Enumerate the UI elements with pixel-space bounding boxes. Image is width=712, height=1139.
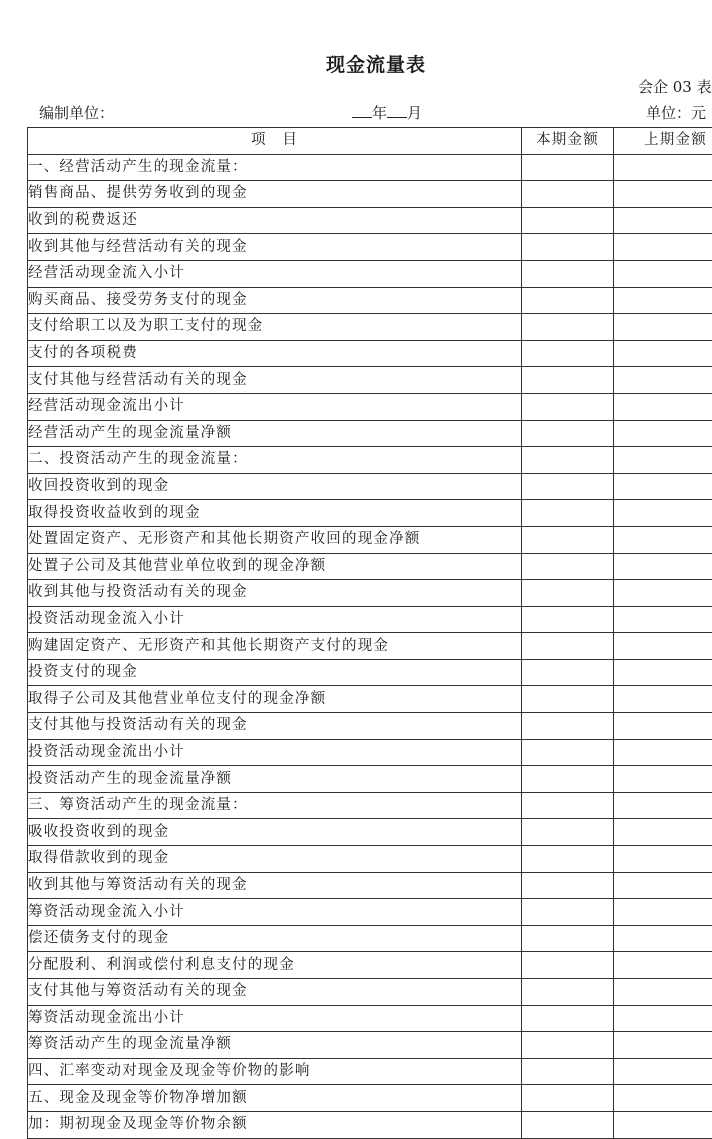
current-period-amount-cell[interactable]: [522, 1005, 614, 1032]
row-item-label: 三、筹资活动产生的现金流量：: [28, 792, 522, 819]
year-blank[interactable]: [352, 103, 372, 118]
table-row: [28, 713, 712, 740]
row-item-label: 处置固定资产、无形资产和其他长期资产收回的现金净额: [28, 526, 522, 553]
row-item-label: 收到其他与投资活动有关的现金: [28, 580, 522, 607]
prior-period-amount-cell[interactable]: [614, 739, 712, 766]
table-row: [28, 553, 712, 580]
row-item-label: 取得子公司及其他营业单位支付的现金净额: [28, 686, 522, 713]
row-item-label: 销售商品、提供劳务收到的现金: [28, 181, 522, 208]
column-header-item: [28, 128, 522, 155]
table-row: [28, 340, 712, 367]
table-row: [28, 1032, 712, 1059]
table-row: [28, 181, 712, 208]
prior-period-amount-cell[interactable]: [614, 1085, 712, 1112]
prior-period-amount-cell[interactable]: [614, 659, 712, 686]
prior-period-amount-cell[interactable]: [614, 526, 712, 553]
table-row: [28, 420, 712, 447]
prior-period-amount-cell[interactable]: [614, 553, 712, 580]
row-item-label: 五、现金及现金等价物净增加额: [28, 1085, 522, 1112]
current-period-amount-cell[interactable]: [522, 1111, 614, 1138]
row-item-label: 筹资活动现金流出小计: [28, 1005, 522, 1032]
prior-period-amount-cell[interactable]: [614, 420, 712, 447]
row-item-label: 支付其他与经营活动有关的现金: [28, 367, 522, 394]
current-period-amount-cell[interactable]: [522, 633, 614, 660]
prior-period-amount-cell[interactable]: [614, 606, 712, 633]
prior-period-amount-cell[interactable]: [614, 633, 712, 660]
current-period-amount-cell[interactable]: [522, 1058, 614, 1085]
table-row: [28, 1085, 712, 1112]
table-row: [28, 580, 712, 607]
table-row: [28, 367, 712, 394]
current-period-amount-cell[interactable]: [522, 686, 614, 713]
prior-period-amount-cell[interactable]: [614, 580, 712, 607]
prior-period-amount-cell[interactable]: [614, 1032, 712, 1059]
row-item-label: 投资活动产生的现金流量净额: [28, 766, 522, 793]
row-item-label: 收到的税费返还: [28, 207, 522, 234]
table-body: [28, 154, 712, 1138]
prior-period-amount-cell[interactable]: [614, 234, 712, 261]
row-item-label: 支付其他与投资活动有关的现金: [28, 713, 522, 740]
current-period-amount-cell[interactable]: [522, 260, 614, 287]
table-row: [28, 447, 712, 474]
prior-period-amount-cell[interactable]: [614, 872, 712, 899]
prior-period-amount-cell[interactable]: [614, 340, 712, 367]
prior-period-amount-cell[interactable]: [614, 154, 712, 181]
month-label: 月: [407, 104, 422, 122]
table-row: [28, 287, 712, 314]
page-title: 现金流量表: [0, 50, 712, 77]
prior-period-amount-cell[interactable]: [614, 819, 712, 846]
prior-period-amount-cell[interactable]: [614, 473, 712, 500]
row-item-label: 经营活动产生的现金流量净额: [28, 420, 522, 447]
row-item-label: 一、经营活动产生的现金流量：: [28, 154, 522, 181]
form-code-label: 会企 03 表: [638, 76, 712, 97]
table-row: [28, 473, 712, 500]
prior-period-amount-cell[interactable]: [614, 447, 712, 474]
current-period-amount-cell[interactable]: [522, 181, 614, 208]
prior-period-amount-cell[interactable]: [614, 899, 712, 926]
current-period-amount-cell[interactable]: [522, 393, 614, 420]
table-row: [28, 154, 712, 181]
table-row: [28, 207, 712, 234]
row-item-label: 筹资活动现金流入小计: [28, 899, 522, 926]
current-period-amount-cell[interactable]: [522, 367, 614, 394]
prior-period-amount-cell[interactable]: [614, 367, 712, 394]
current-period-amount-cell[interactable]: [522, 952, 614, 979]
row-item-label: 经营活动现金流出小计: [28, 393, 522, 420]
current-period-amount-cell[interactable]: [522, 473, 614, 500]
prior-period-amount-cell[interactable]: [614, 260, 712, 287]
row-item-label: 吸收投资收到的现金: [28, 819, 522, 846]
table-row: [28, 899, 712, 926]
row-item-label: 经营活动现金流入小计: [28, 260, 522, 287]
current-period-amount-cell[interactable]: [522, 207, 614, 234]
report-period: [352, 102, 422, 123]
table-row: [28, 606, 712, 633]
table-row: [28, 792, 712, 819]
current-period-amount-cell[interactable]: [522, 739, 614, 766]
prior-period-amount-cell[interactable]: [614, 393, 712, 420]
row-item-label: 取得投资收益收到的现金: [28, 500, 522, 527]
prior-period-amount-cell[interactable]: [614, 766, 712, 793]
current-period-amount-cell[interactable]: [522, 553, 614, 580]
current-period-amount-cell[interactable]: [522, 846, 614, 873]
current-period-amount-cell[interactable]: [522, 872, 614, 899]
column-header-item-text: 项 目: [251, 132, 298, 148]
table-row: [28, 633, 712, 660]
table-row: [28, 739, 712, 766]
prior-period-amount-cell[interactable]: [614, 314, 712, 341]
row-item-label: 投资活动现金流出小计: [28, 739, 522, 766]
row-item-label: 支付其他与筹资活动有关的现金: [28, 979, 522, 1006]
prior-period-amount-cell[interactable]: [614, 686, 712, 713]
table-row: [28, 234, 712, 261]
prior-period-amount-cell[interactable]: [614, 1005, 712, 1032]
column-header-prior-period: 上期金额: [614, 128, 712, 155]
table-row: [28, 659, 712, 686]
table-row: [28, 260, 712, 287]
current-period-amount-cell[interactable]: [522, 287, 614, 314]
row-item-label: 收到其他与筹资活动有关的现金: [28, 872, 522, 899]
month-blank[interactable]: [387, 103, 407, 118]
table-row: [28, 952, 712, 979]
prior-period-amount-cell[interactable]: [614, 287, 712, 314]
current-period-amount-cell[interactable]: [522, 234, 614, 261]
current-period-amount-cell[interactable]: [522, 713, 614, 740]
current-period-amount-cell[interactable]: [522, 447, 614, 474]
table-header-row: [28, 128, 712, 155]
current-period-amount-cell[interactable]: [522, 606, 614, 633]
table-row: [28, 766, 712, 793]
table-row: [28, 819, 712, 846]
prior-period-amount-cell[interactable]: [614, 500, 712, 527]
prior-period-amount-cell[interactable]: [614, 713, 712, 740]
row-item-label: 偿还债务支付的现金: [28, 925, 522, 952]
current-period-amount-cell[interactable]: [522, 526, 614, 553]
prior-period-amount-cell[interactable]: [614, 979, 712, 1006]
row-item-label: 收到其他与经营活动有关的现金: [28, 234, 522, 261]
row-item-label: 购建固定资产、无形资产和其他长期资产支付的现金: [28, 633, 522, 660]
reporting-entity-label: 编制单位：: [39, 102, 114, 123]
row-item-label: 处置子公司及其他营业单位收到的现金净额: [28, 553, 522, 580]
current-period-amount-cell[interactable]: [522, 1085, 614, 1112]
table-row: [28, 1005, 712, 1032]
current-period-amount-cell[interactable]: [522, 340, 614, 367]
table-row: [28, 1058, 712, 1085]
prior-period-amount-cell[interactable]: [614, 1058, 712, 1085]
currency-unit-label: 单位：元: [646, 102, 706, 123]
row-item-label: 投资支付的现金: [28, 659, 522, 686]
table-row: [28, 526, 712, 553]
current-period-amount-cell[interactable]: [522, 420, 614, 447]
prior-period-amount-cell[interactable]: [614, 792, 712, 819]
column-header-current-period: 本期金额: [522, 128, 614, 155]
row-item-label: 加：期初现金及现金等价物余额: [28, 1111, 522, 1138]
row-item-label: 收回投资收到的现金: [28, 473, 522, 500]
row-item-label: 四、汇率变动对现金及现金等价物的影响: [28, 1058, 522, 1085]
prior-period-amount-cell[interactable]: [614, 207, 712, 234]
row-item-label: 取得借款收到的现金: [28, 846, 522, 873]
current-period-amount-cell[interactable]: [522, 580, 614, 607]
current-period-amount-cell[interactable]: [522, 659, 614, 686]
current-period-amount-cell[interactable]: [522, 500, 614, 527]
current-period-amount-cell[interactable]: [522, 314, 614, 341]
table-row: [28, 500, 712, 527]
table-row: [28, 979, 712, 1006]
prior-period-amount-cell[interactable]: [614, 181, 712, 208]
row-item-label: 二、投资活动产生的现金流量：: [28, 447, 522, 474]
table-row: [28, 846, 712, 873]
current-period-amount-cell[interactable]: [522, 154, 614, 181]
current-period-amount-cell[interactable]: [522, 1032, 614, 1059]
prior-period-amount-cell[interactable]: [614, 1111, 712, 1138]
year-label: 年: [372, 104, 387, 122]
cash-flow-table: [27, 127, 712, 1139]
prior-period-amount-cell[interactable]: [614, 925, 712, 952]
row-item-label: 支付的各项税费: [28, 340, 522, 367]
row-item-label: 支付给职工以及为职工支付的现金: [28, 314, 522, 341]
row-item-label: 分配股利、利润或偿付利息支付的现金: [28, 952, 522, 979]
table-row: [28, 872, 712, 899]
table-row: [28, 925, 712, 952]
current-period-amount-cell[interactable]: [522, 766, 614, 793]
row-item-label: 筹资活动产生的现金流量净额: [28, 1032, 522, 1059]
current-period-amount-cell[interactable]: [522, 979, 614, 1006]
current-period-amount-cell[interactable]: [522, 899, 614, 926]
prior-period-amount-cell[interactable]: [614, 952, 712, 979]
row-item-label: 购买商品、接受劳务支付的现金: [28, 287, 522, 314]
table-row: [28, 393, 712, 420]
table-row: [28, 686, 712, 713]
current-period-amount-cell[interactable]: [522, 819, 614, 846]
current-period-amount-cell[interactable]: [522, 925, 614, 952]
table-row: [28, 1111, 712, 1138]
prior-period-amount-cell[interactable]: [614, 846, 712, 873]
current-period-amount-cell[interactable]: [522, 792, 614, 819]
row-item-label: 投资活动现金流入小计: [28, 606, 522, 633]
table-row: [28, 314, 712, 341]
